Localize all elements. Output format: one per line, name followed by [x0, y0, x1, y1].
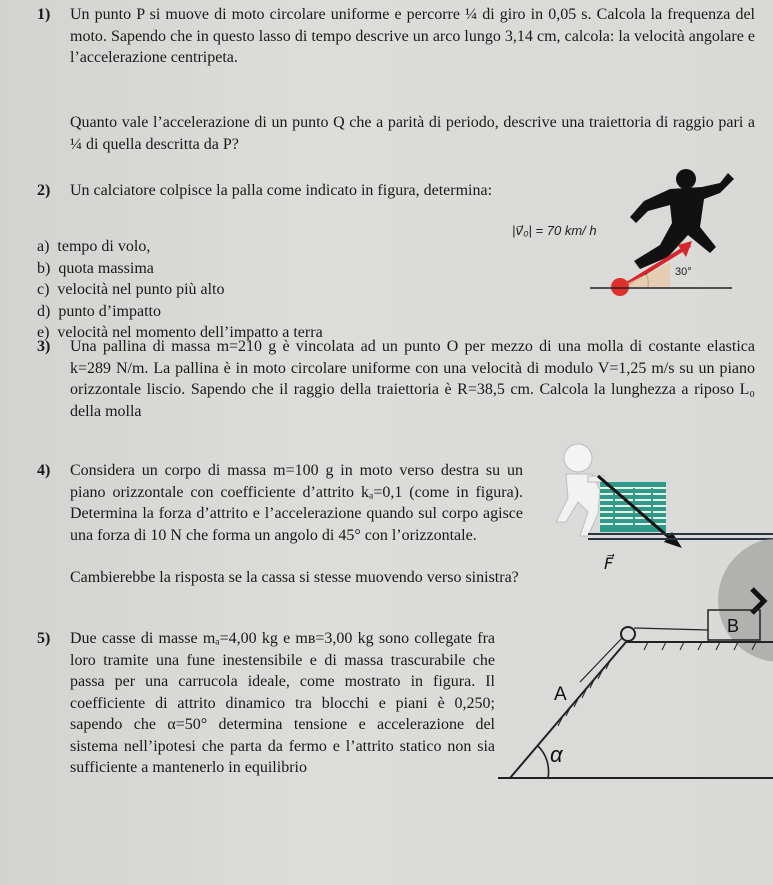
person-icon: [556, 444, 604, 536]
pulley-icon: [621, 627, 635, 641]
problem-3-text: Una pallina di massa m=210 g è vincolata ad un punto O per mezzo di una molla di costante elastica k=289 N/m. La pallina è in moto circolare uniforme con una velocità di modulo V=1,25 m/s su un piano orizzontale liscio. Sapendo che il raggio della traiettoria è R=38,5 cm. Calcola la lunghezza a riposo L₀ della molla: [70, 338, 755, 420]
problem-3-number: 3): [37, 338, 51, 355]
problem-2-item-e: e) velocità nel momento dell’impatto a terra: [37, 324, 323, 341]
angle-label: 30°: [675, 266, 692, 278]
block-b-label: B: [727, 616, 740, 636]
problem-2-intro: Un calciatore colpisce la palla come indicato in figura, determina:: [70, 182, 493, 199]
problem-5-text: Due casse di masse mₐ=4,00 kg e mʙ=3,00 kg sono collegate fra loro tramite una fune inestensibile e di massa trascurabile che passa per una carrucola ideale, come mostrato in figura. Il coefficiente di attrito dinamico tra blocchi e piani è 0,250; sapendo che α=50° determina tensione e accelerazione del sistema nell’ipotesi che parta da fermo e l’attrito statico non sia sufficiente a mantenerlo in equilibrio: [70, 630, 495, 776]
problem-1-followup: Quanto vale l’accelerazione di un punto Q che a parità di periodo, descrive una traiettoria di raggio pari a ¼ di quella descritta da P?: [70, 114, 755, 153]
problem-2-number: 2): [37, 182, 51, 199]
ball-icon: [611, 278, 629, 296]
problem-3: [37, 336, 755, 422]
problem-1-number: 1): [37, 6, 51, 23]
problem-5-number: 5): [37, 630, 51, 647]
problem-4-number: 4): [37, 462, 51, 479]
problem-2-list: [37, 236, 437, 344]
incline-figure: [498, 616, 773, 785]
problem-2: [37, 180, 527, 202]
incline-surface: [510, 642, 626, 778]
problem-2-item-a: a) tempo di volo,: [37, 238, 151, 255]
force-label: F⃗: [604, 556, 614, 573]
problem-5: [37, 628, 495, 779]
angle-alpha-label: α: [550, 742, 563, 767]
rope-incline: [580, 638, 622, 682]
problem-2-item-d: d) punto d’impatto: [37, 302, 161, 320]
problem-1-text: Un punto P si muove di moto circolare uniforme e percorre ¼ di giro in 0,05 s. Calcola la frequenza del moto. Sapendo che in questo lasso di tempo descrive un arco lungo 3,14 cm, calcola: la velocità angolare e l’accelerazione centripeta.: [70, 6, 755, 66]
problem-4-text: Considera un corpo di massa m=100 g in moto verso destra su un piano orizzontale con coefficiente d’attrito kₐ=0,1 (come in figura). Determina la forza d’attrito e l’accelerazione quando sul corpo agisce una forza di 10 N che forma un angolo di 45° con l’orizzontale.: [70, 462, 523, 544]
angle-arc: [538, 746, 549, 778]
problem-2-item-c: c) velocità nel punto più alto: [37, 281, 225, 298]
block-a-label: A: [554, 684, 567, 705]
problem-4-followup: Cambierebbe la risposta se la cassa si stesse muovendo verso sinistra?: [70, 569, 519, 586]
velocity-label: |v⃗₀| = 70 km/ h: [512, 223, 597, 238]
problem-2-item-b: b) quota massima: [37, 259, 154, 277]
table-hatching: [644, 642, 756, 650]
problem-4: [37, 460, 523, 546]
rope-top: [634, 628, 708, 630]
problem-1: [37, 4, 755, 69]
soccer-player-silhouette: [630, 169, 734, 269]
soccer-figure: [512, 165, 750, 305]
